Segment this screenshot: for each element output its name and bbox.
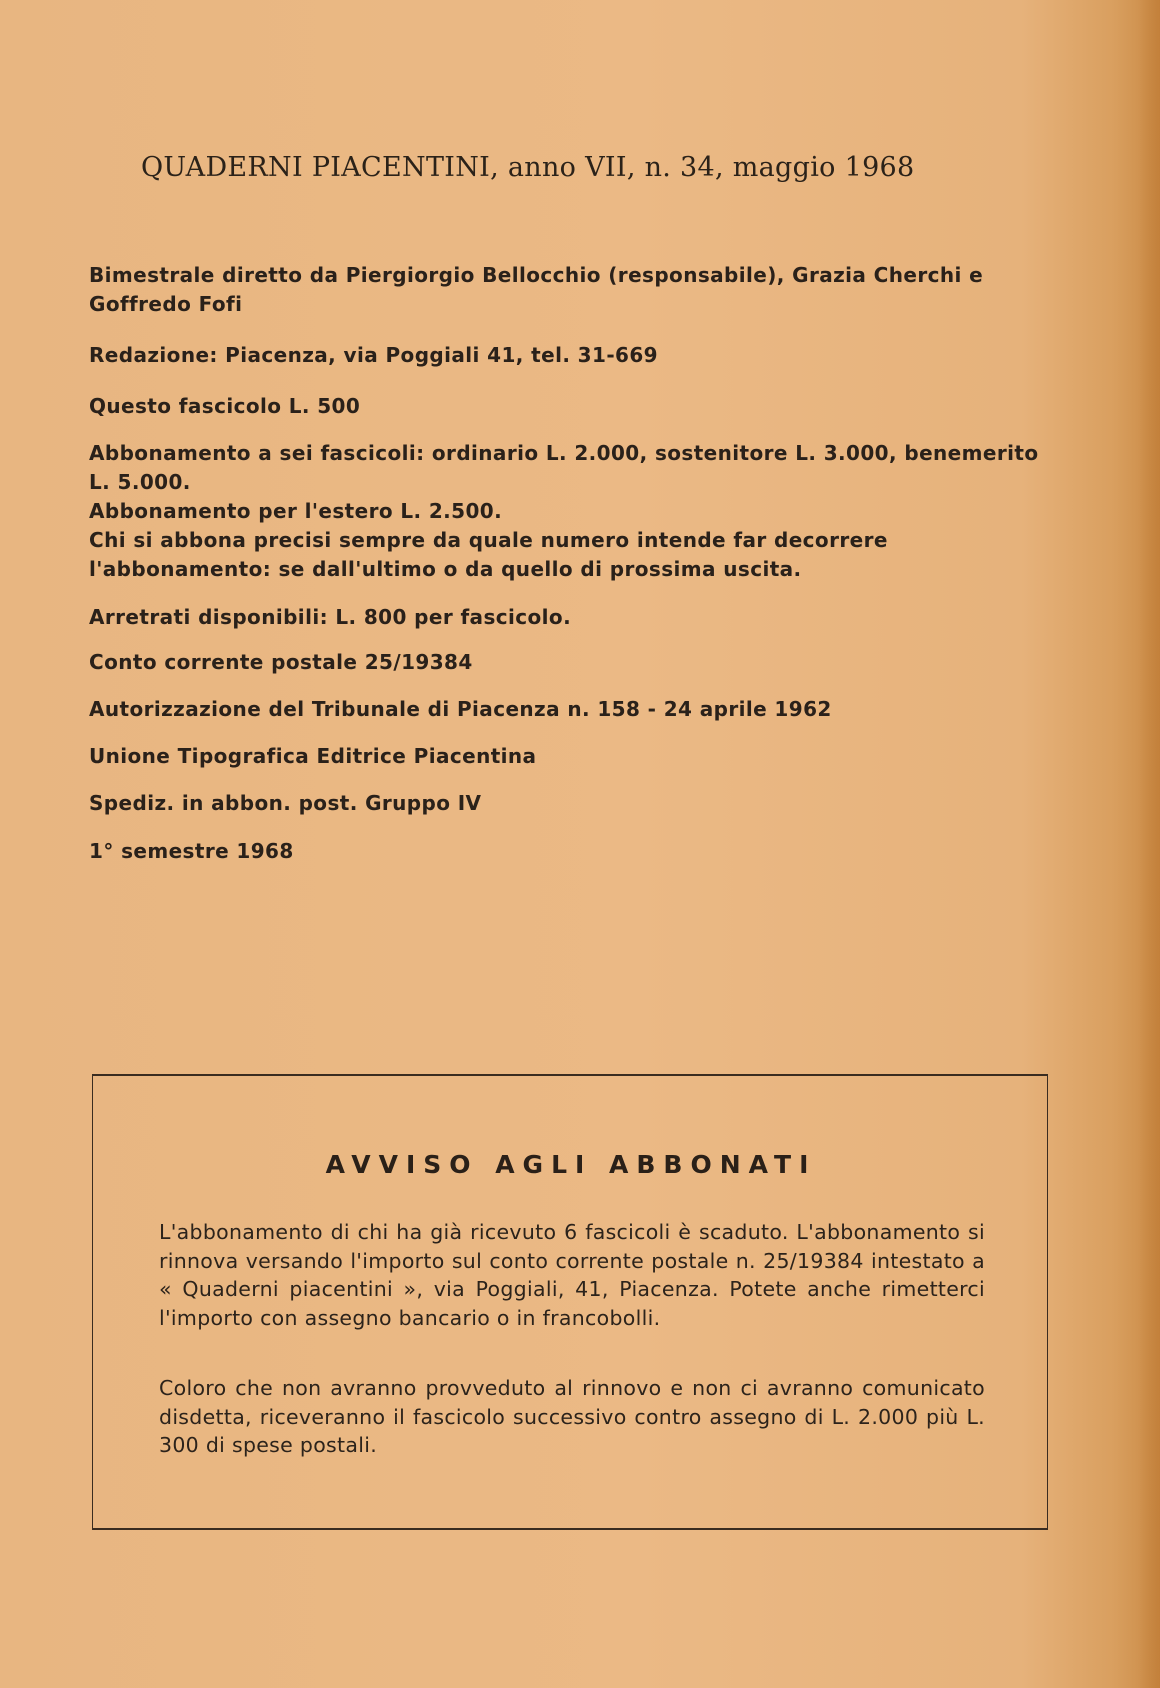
notice-title: AVVISO AGLI ABBONATI: [325, 1150, 817, 1179]
postal-account-line: [89, 648, 1049, 677]
issue-price-text: Questo fascicolo L. 500: [89, 394, 361, 418]
issue-price-line: [89, 392, 1049, 421]
editors-line: [89, 261, 1049, 319]
subscription-rates-text: Abbonamento a sei fascicoli: ordinario L. 2.000, sostenitore L. 3.000, benemerito L. 5.000.: [89, 441, 1039, 494]
editorial-office-text: Redazione: Piacenza, via Poggiali 41, tel. 31-669: [89, 343, 658, 367]
foreign-subscription-text: Abbonamento per l'estero L. 2.500.: [89, 499, 503, 523]
printer-text: Unione Tipografica Editrice Piacentina: [89, 744, 537, 768]
subscription-block: [89, 439, 1049, 584]
editorial-office-line: [89, 341, 1049, 370]
back-issues-text: Arretrati disponibili: L. 800 per fascicolo.: [89, 605, 572, 629]
subscription-start-text: Chi si abbona precisi sempre da quale numero intende far decorrere l'abbonamento: se dall'ultimo o da quello di prossima uscita.: [89, 528, 888, 581]
semester-line: [89, 837, 1049, 866]
page-edge: [1138, 0, 1160, 1688]
postal-account-text: Conto corrente postale 25/19384: [89, 650, 473, 674]
authorization-line: [89, 695, 1049, 724]
authorization-text: Autorizzazione del Tribunale di Piacenza n. 158 - 24 aprile 1962: [89, 697, 832, 721]
semester-text: 1° semestre 1968: [89, 839, 294, 863]
masthead-title: QUADERNI PIACENTINI, anno VII, n. 34, maggio 1968: [141, 152, 915, 183]
notice-paragraph-renewal: L'abbonamento di chi ha già ricevuto 6 fascicoli è scaduto. L'abbonamento si rinnova versando l'importo sul conto corrente postale n. 25/19384 intestato a « Quaderni piacentini », via Poggiali, 41, Piacenza. Potete anche rimetterci l'importo con assegno bancario o in francobolli.: [159, 1220, 985, 1330]
subscriber-notice-box: [92, 1074, 1048, 1530]
notice-paragraph-cod: Coloro che non avranno provveduto al rinnovo e non ci avranno comunicato disdetta, riceveranno il fascicolo successivo contro assegno di L. 2.000 più L. 300 di spese postali.: [159, 1376, 985, 1457]
back-issues-line: [89, 603, 1049, 632]
editors-text: Bimestrale diretto da Piergiorgio Bellocchio (responsabile), Grazia Cherchi e Goffredo Fofi: [89, 263, 984, 316]
printer-line: [89, 742, 1049, 771]
shipping-text: Spediz. in abbon. post. Gruppo IV: [89, 791, 482, 815]
shipping-line: [89, 789, 1049, 818]
